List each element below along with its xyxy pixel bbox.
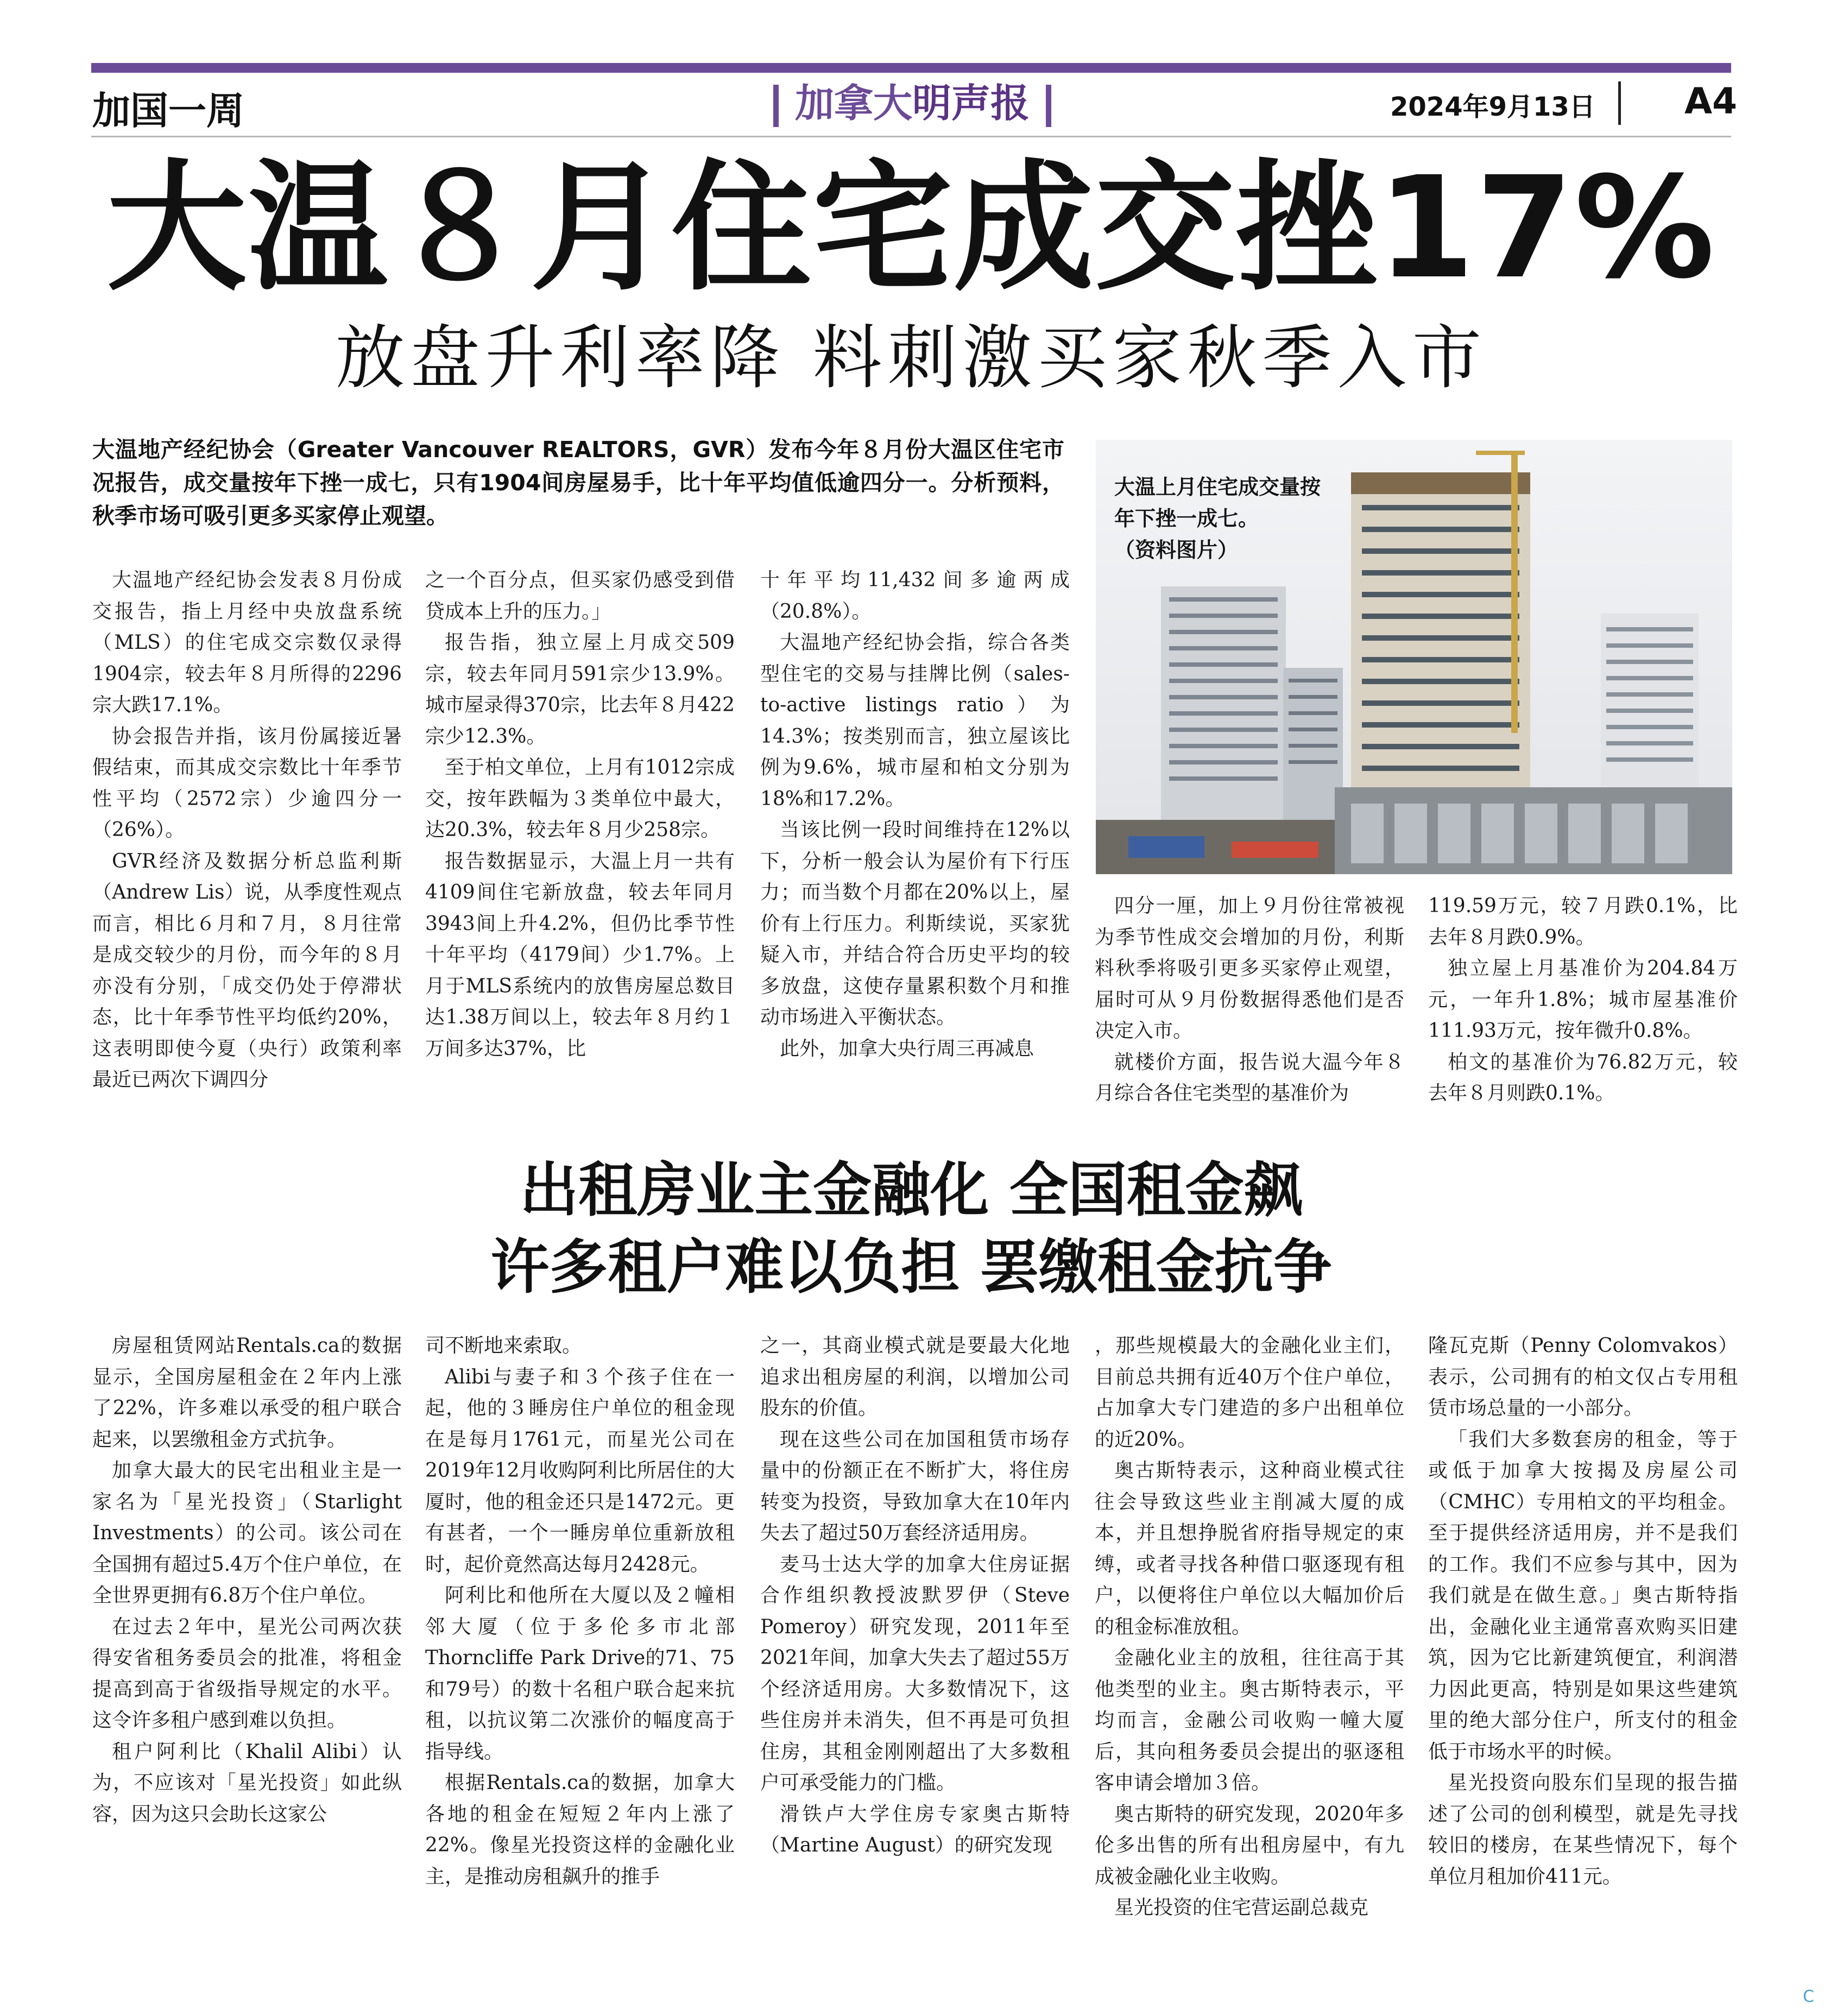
paragraph: 租户阿利比（Khalil Alibi）认为，不应该对「星光投资」如此纵容，因为这只会助长这家公 [92,1740,402,1825]
page-number: A4 [1684,80,1738,122]
paragraph: Alibi与妻子和３个孩子住在一起，他的３睡房住户单位的租金现在是每月1761元，而星光公司在2019年12月收购阿利比所居住的大厦时，他的租金还只是1472元。更有甚者，一个一睡房单位重新放租时，起价竟然高达每月2428元。 [425,1366,735,1576]
paragraph: 当该比例一段时间维持在12%以下，分析一般会认为屋价有下行压力；而当数个月都在20%以上，屋价有上行压力。利斯续说，买家犹疑入市，并结合符合历史平均的较多放盘，这使存量累积数个月和推动市场进入平衡状态。 [760,819,1070,1028]
paragraph: 十年平均11,432间多逾两成（20.8%）。 [760,569,1070,623]
paragraph: 星光投资向股东们呈现的报告描述了公司的创利模型，就是先寻找较旧的楼房，在某些情况下，每个单位月租加价411元。 [1428,1772,1738,1888]
article1-column-3 [760,565,1070,1064]
article2-headline-1: 出租房业主金融化 全国租金飙 [520,1156,1303,1224]
corner-mark: C [1803,1987,1814,2006]
paragraph: 房屋租赁网站Rentals.ca的数据显示，全国房屋租金在２年内上涨了22%，许多难以承受的租户联合起来，以罢缴租金方式抗争。 [92,1335,402,1451]
article2-column-5 [1428,1330,1738,1892]
masthead-left-bar [773,85,779,127]
paragraph: 现在这些公司在加国租赁市场存量中的份额正在不断扩大，将住房转变为投资，导致加拿大在10年内失去了超过50万套经济适用房。 [760,1428,1070,1544]
paragraph: 隆瓦克斯（Penny Colomvakos）表示，公司拥有的柏文仅占专用租赁市场总量的一小部分。 [1428,1335,1738,1419]
paragraph: 奥古斯特的研究发现，2020年多伦多出售的所有出租房屋中，有九成被金融化业主收购。 [1095,1803,1404,1888]
header-divider [1618,81,1621,125]
paragraph: 就楼价方面，报告说大温今年８月综合各住宅类型的基准价为 [1095,1051,1404,1104]
paragraph: 之一个百分点，但买家仍感受到借贷成本上升的压力。」 [425,569,735,623]
paragraph: 在过去２年中，星光公司两次获得安省租务委员会的批准，将租金提高到高于省级指导规定的水平。这令许多租户感到难以负担。 [92,1615,402,1731]
paragraph: 四分一厘，加上９月份往常被视为季节性成交会增加的月份，利斯料秋季将吸引更多买家停止观望，届时可从９月份数据得悉他们是否决定入市。 [1095,895,1404,1042]
masthead [739,76,1086,130]
paragraph: 柏文的基准价为76.82万元，较去年８月则跌0.1%。 [1428,1051,1738,1104]
article2-headline-2: 许多租户难以负担 罢缴租金抗争 [490,1234,1332,1301]
paragraph: 报告指，独立屋上月成交509宗，较去年同月591宗少13.9%。城市屋录得370宗，比去年８月422宗少12.3%。 [425,631,735,748]
article1-headline: 大温８月住宅成交挫17% [106,147,1716,309]
section-title: 加国一周 [92,88,244,133]
article2-column-2 [425,1330,735,1892]
paragraph: 此外，加拿大央行周三再减息 [780,1037,1034,1060]
article1-lead: 大温地产经纪协会（Greater Vancouver REALTORS，GVR）发布今年８月份大温区住宅市况报告，成交量按年下挫一成七，只有1904间房屋易手，比十年平均值低逾四分一。分析预料，秋季市场可吸引更多买家停止观望。 [92,437,1064,529]
article2-column-4 [1095,1330,1404,1924]
article1-column-4 [1095,890,1404,1109]
photo-caption-line-1: 大温上月住宅成交量按 [1114,475,1321,499]
article1-column-2 [425,565,735,1064]
paragraph: ，那些规模最大的金融化业主们，目前总共拥有近40万个住户单位，占加拿大专门建造的多户出租单位的近20%。 [1095,1335,1404,1451]
paragraph: 独立屋上月基准价为204.84万元，一年升1.8%；城市屋基准价111.93万元，按年微升0.8%。 [1428,957,1738,1042]
paragraph: 报告数据显示，大温上月一共有4109间住宅新放盘，较去年同月3943间上升4.2%，但仍比季节性十年平均（4179间）少1.7%。上月于MLS系统内的放售房屋总数目达1.38万间以上，较去年８月约１万间多达37%，比 [425,850,735,1060]
masthead-name-a: 加拿大 [794,80,912,126]
article2-column-1 [92,1330,402,1830]
paragraph: 奥古斯特表示，这种商业模式往往会导致这些业主削减大厦的成本，并且想挣脱省府指导规定的束缚，或者寻找各种借口驱逐现有租户，以便将住户单位以大幅加价后的租金标准放租。 [1095,1459,1404,1638]
paragraph: GVR经济及数据分析总监利斯（Andrew Lis）说，从季度性观点而言，相比６月和７月，８月往常是成交较少的月份，而今年的８月亦没有分别，「成交仍处于停滞状态，比十年季节性平均低约20%，这表明即使今夏（央行）政策利率最近已两次下调四分 [92,850,402,1091]
masthead-right-bar [1046,85,1051,127]
paragraph: 加拿大最大的民宅出租业主是一家名为「星光投资」（Starlight Investments）的公司。该公司在全国拥有超过5.4万个住户单位，在全世界更拥有6.8万个住户单位。 [92,1459,402,1607]
paragraph: 滑铁卢大学住房专家奥古斯特（Martine August）的研究发现 [760,1803,1070,1856]
paragraph: 119.59万元，较７月跌0.1%，比去年８月跌0.9%。 [1428,895,1738,949]
paragraph: 司不断地来索取。 [425,1335,582,1357]
paragraph: 之一，其商业模式就是要最大化地追求出租房屋的利润，以增加公司股东的价值。 [760,1335,1070,1419]
paragraph: 星光投资的住宅营运副总裁克 [1114,1897,1369,1919]
article1-column-5 [1428,890,1738,1109]
article1-subhead: 放盘升利率降 料刺激买家秋季入市 [335,318,1487,399]
photo-caption-line-2: 年下挫一成七。 [1114,507,1259,530]
issue-date: 2024年9月13日 [1390,92,1595,122]
paragraph: 阿利比和他所在大厦以及２幢相邻大厦（位于多伦多市北部Thorncliffe Park Drive的71、75和79号）的数十名租户联合起来抗租，以抗议第二次涨价的幅度高于指导线。 [425,1584,735,1763]
photo-caption [1114,471,1397,566]
paragraph: 大温地产经纪协会指，综合各类型住宅的交易与挂牌比例（sales-to-active listings ratio）为14.3%；按类别而言，独立屋该比例为9.6%，城市屋和柏文分别为18%和17.2%。 [760,631,1070,810]
article1-column-1 [92,565,402,1096]
top-color-bar [91,63,1731,73]
photo-caption-line-3: （资料图片） [1114,538,1239,562]
paragraph: 金融化业主的放租，往往高于其他类型的业主。奥古斯特表示，平均而言，金融公司收购一幢大厦后，其向租务委员会提出的驱逐租客申请会增加３倍。 [1095,1647,1404,1794]
paragraph: 至于柏文单位，上月有1012宗成交，按年跌幅为３类单位中最大，达20.3%，较去年８月少258宗。 [425,756,735,841]
masthead-name-b: 明声报 [912,80,1030,126]
paragraph: 大温地产经纪协会发表８月份成交报告，指上月经中央放盘系统（MLS）的住宅成交宗数仅录得1904宗，较去年８月所得的2296宗大跌17.1%。 [92,569,402,716]
paragraph: 根据Rentals.ca的数据，加拿大各地的租金在短短２年内上涨了22%。像星光投资这样的金融化业主，是推动房租飙升的推手 [425,1772,735,1888]
header-rule [91,136,1731,137]
article2-column-3 [760,1330,1070,1861]
paragraph: 协会报告并指，该月份属接近暑假结束，而其成交宗数比十年季节性平均（2572宗）少逾四分一（26%）。 [92,725,402,841]
paragraph: 麦马士达大学的加拿大住房证据合作组织教授波默罗伊（Steve Pomeroy）研究发现，2011年至2021年间，加拿大失去了超过55万个经济适用房。大多数情况下，这些住房并未消失，但不再是可负担住房，其租金刚刚超出了大多数租户可承受能力的门槛。 [760,1553,1070,1794]
paragraph: 「我们大多数套房的租金，等于或低于加拿大按揭及房屋公司（CMHC）专用柏文的平均租金。至于提供经济适用房，并不是我们的工作。我们不应参与其中，因为我们就是在做生意。」奥古斯特指出，金融化业主通常喜欢购买旧建筑，因为它比新建筑便宜，利润潜力因此更高，特别是如果这些建筑里的绝大部分住户，所支付的租金低于市场水平的时候。 [1428,1428,1738,1763]
